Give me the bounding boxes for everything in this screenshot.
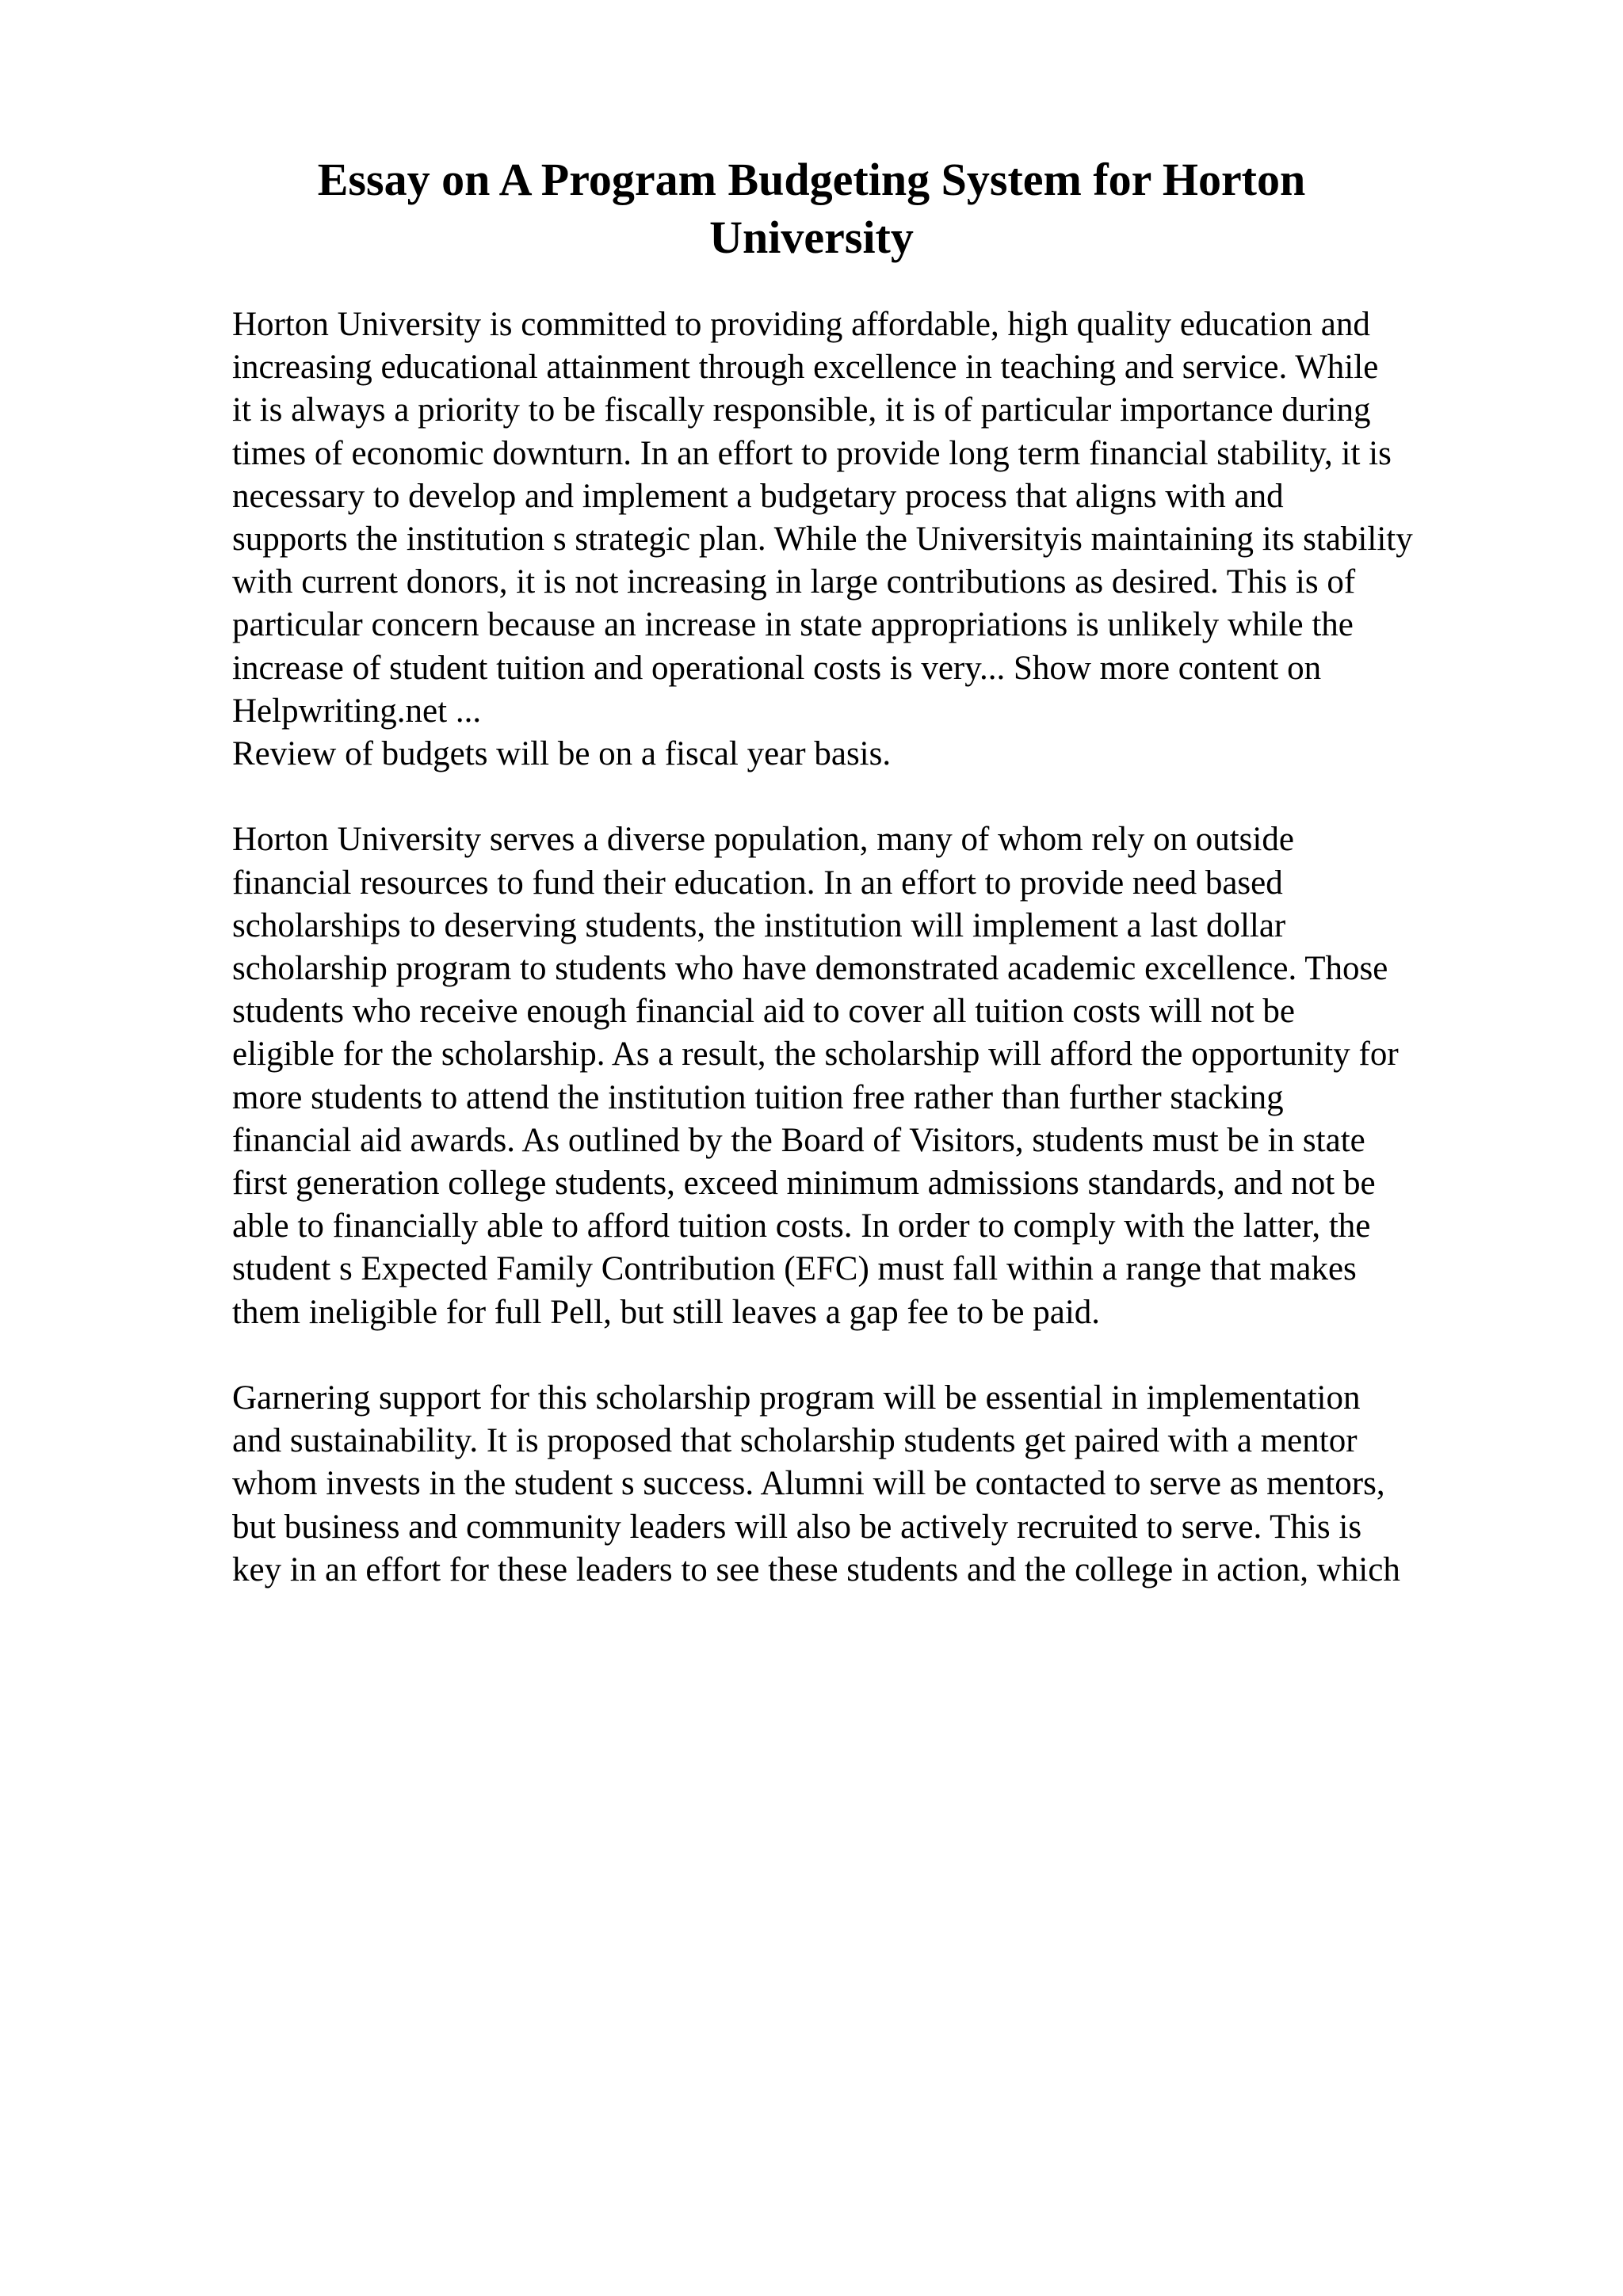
paragraph-support [232,1377,1548,1592]
text-line: and sustainability. It is proposed that scholarship students get paired with a mentor [232,1422,1358,1460]
text-line: whom invests in the student s success. Alumni will be contacted to serve as mentors, [232,1465,1385,1503]
text-line: scholarships to deserving students, the institution will implement a last dollar [232,906,1286,944]
text-line: times of economic downturn. In an effort to provide long term financial stability, it is [232,434,1392,472]
text-line: first generation college students, exceed minimum admissions standards, and not be [232,1165,1376,1203]
paragraph-gap [232,1334,1548,1377]
text-line: supports the institution s strategic plan. While the Universityis maintaining its stability [232,521,1413,559]
text-line: Helpwriting.net ... [232,692,482,730]
text-line: Horton University serves a diverse population, many of whom rely on outside [232,821,1294,859]
text-line: them ineligible for full Pell, but still leaves a gap fee to be paid. [232,1293,1101,1331]
title-line: University [709,212,914,263]
text-line: scholarship program to students who have demonstrated academic excellence. Those [232,950,1388,988]
text-line: Horton University is committed to providing affordable, high quality education and [232,306,1370,343]
paragraph-review-basis [232,733,1548,776]
text-line: Garnering support for this scholarship program will be essential in implementation [232,1379,1361,1417]
text-line: increase of student tuition and operational costs is very... Show more content on [232,649,1322,687]
paragraph-intro [232,303,1548,733]
paragraph-gap [232,776,1548,818]
text-line: it is always a priority to be fiscally responsible, it is of particular importance during [232,391,1371,429]
title-line: Essay on A Program Budgeting System for Horton [317,154,1306,205]
text-line: students who receive enough financial aid to cover all tuition costs will not be [232,993,1296,1031]
text-line: able to financially able to afford tuition costs. In order to comply with the latter, the [232,1207,1371,1245]
text-line: financial aid awards. As outlined by the Board of Visitors, students must be in state [232,1121,1365,1159]
text-line: Review of budgets will be on a fiscal year basis. [232,735,892,773]
text-line: key in an effort for these leaders to see these students and the college in action, which [232,1550,1400,1589]
text-line: eligible for the scholarship. As a result, the scholarship will afford the opportunity for [232,1035,1399,1074]
essay-body [232,303,1548,1592]
text-line: increasing educational attainment through excellence in teaching and service. While [232,349,1379,387]
text-line: but business and community leaders will also be actively recruited to serve. This is [232,1508,1362,1546]
text-line: financial resources to fund their education. In an effort to provide need based [232,864,1283,902]
text-line: with current donors, it is not increasing in large contributions as desired. This is of [232,563,1356,601]
text-line: student s Expected Family Contribution (EFC) must fall within a range that makes [232,1250,1357,1288]
text-line: necessary to develop and implement a budgetary process that aligns with and [232,477,1284,515]
essay-title [231,151,1392,266]
paragraph-scholarship [232,818,1548,1333]
text-line: more students to attend the institution tuition free rather than further stacking [232,1078,1284,1116]
text-line: particular concern because an increase in state appropriations is unlikely while the [232,606,1354,644]
